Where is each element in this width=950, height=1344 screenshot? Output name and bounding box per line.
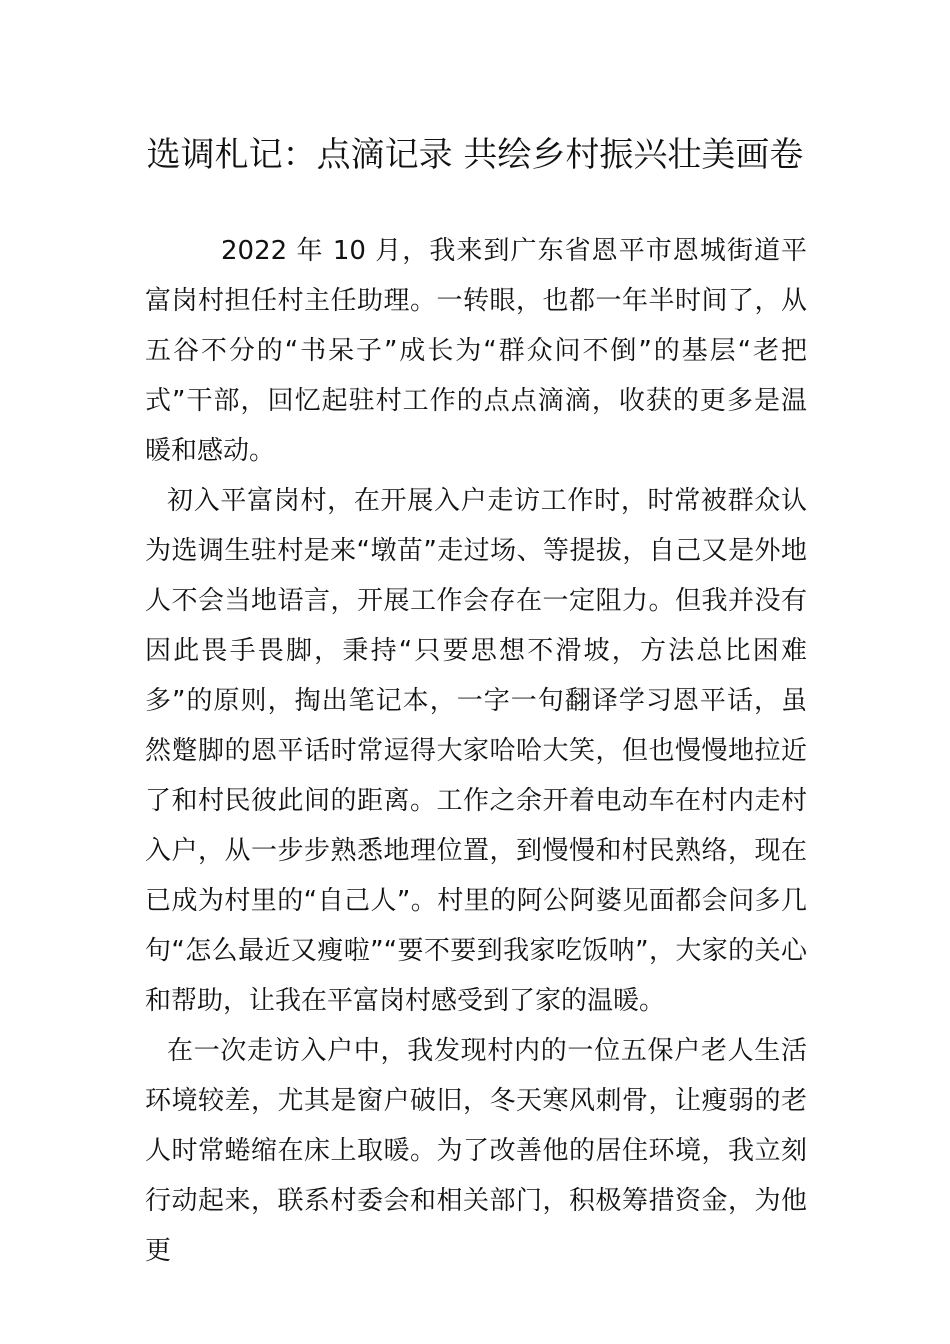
paragraph-3: 在一次走访入户中，我发现村内的一位五保户老人生活环境较差，尤其是窗户破旧，冬天寒风刺骨，让瘦弱的老人时常蜷缩在床上取暖。为了改善他的居住环境，我立刻行动起来，联系村委会和相关部门，积极筹措资金，为他更 [145, 1036, 807, 1266]
document-title: 选调札记：点滴记录 共绘乡村振兴壮美画卷 [146, 135, 804, 175]
document-body [145, 226, 807, 1276]
paragraph-1: 2022 年 10 月，我来到广东省恩平市恩城街道平富岗村担任村主任助理。一转眼，也都一年半时间了，从五谷不分的“书呆子”成长为“群众问不倒”的基层“老把式”干部，回忆起驻村工作的点点滴滴，收获的更多是温暖和感动。 [145, 236, 807, 466]
paragraph-2: 初入平富岗村，在开展入户走访工作时，时常被群众认为选调生驻村是来“墩苗”走过场、等提拔，自己又是外地人不会当地语言，开展工作会存在一定阻力。但我并没有因此畏手畏脚，秉持“只要思想不滑坡，方法总比困难多”的原则，掏出笔记本，一字一句翻译学习恩平话，虽然蹩脚的恩平话时常逗得大家哈哈大笑，但也慢慢地拉近了和村民彼此间的距离。工作之余开着电动车在村内走村入户，从一步步熟悉地理位置，到慢慢和村民熟络，现在已成为村里的“自己人”。村里的阿公阿婆见面都会问多几句“怎么最近又瘦啦”“要不要到我家吃饭呐”，大家的关心和帮助，让我在平富岗村感受到了家的温暖。 [145, 486, 807, 1016]
